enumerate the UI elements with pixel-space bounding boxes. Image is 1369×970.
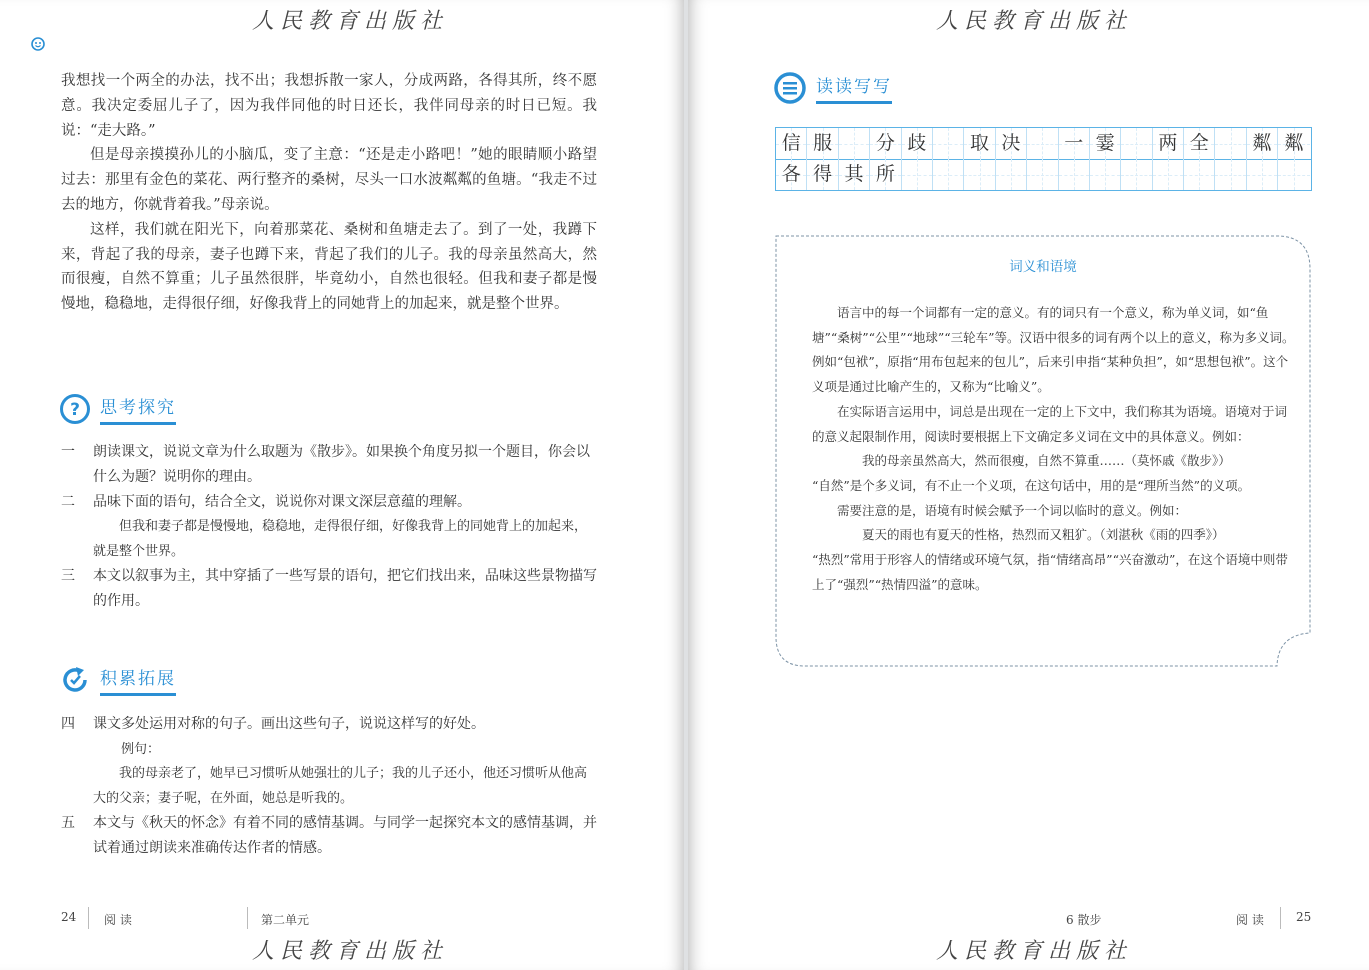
footer-section: 阅 读 — [104, 913, 132, 927]
body-paragraph: 这样，我们就在阳光下，向着那菜花、桑树和鱼塘走去了。到了一处，我蹲下来，背起了我的母亲，妻子也蹲下来，背起了我们的儿子。我的母亲虽然高大，然而很瘦，自然不算重；儿子虽然很胖，毕竟幼小，自然也很轻。但我和妻子都是慢慢地，稳稳地，走得很仔细，好像我背上的同她背上的加起来，就是整个世界。 — [61, 221, 597, 313]
footer-divider — [1280, 907, 1281, 929]
question-text: 本文以叙事为主，其中穿插了一些写景的语句，把它们找出来，品味这些景物描写的作用。 — [93, 568, 597, 609]
grid-cell: 信 — [776, 128, 807, 159]
footer-divider — [88, 907, 89, 929]
body-text — [61, 69, 597, 317]
grid-cell: 两 — [1153, 128, 1184, 159]
grid-cell — [964, 159, 995, 190]
grid-cell: 服 — [807, 128, 838, 159]
question-number: 三 — [61, 568, 75, 584]
grid-cell — [1215, 159, 1246, 190]
list-icon — [774, 72, 806, 104]
grid-cell — [839, 128, 870, 159]
grid-cell: 各 — [776, 159, 807, 190]
question-item — [61, 564, 597, 614]
grid-row-2 — [776, 159, 1311, 190]
refresh-icon — [60, 665, 90, 695]
question-text: 课文多处运用对称的句子。画出这些句子，说说这样写的好处。 — [93, 716, 485, 732]
section-title: 读读写写 — [816, 72, 892, 104]
grid-cell: 全 — [1184, 128, 1215, 159]
box-paragraph: 需要注意的是，语境有时候会赋予一个词以临时的意义。例如： — [837, 502, 1188, 518]
box-paragraph: 语言中的每一个词都有一定的意义。有的词只有一个意义，称为单义词，如“鱼塘”“桑树”“公里”“地球”“三轮车”等。汉语中很多的词有两个以上的意义，称为多义词。例如“包袱”，原指“用布包起来的包儿”，后来引申指“某种负担”，如“思想包袱”。这个义项是通过比喻产生的，又称为“比喻义”。 — [812, 305, 1295, 395]
grid-cell — [1121, 128, 1152, 159]
page-number: 25 — [1296, 910, 1312, 924]
grid-cell: 分 — [870, 128, 901, 159]
example-label: 例句： — [121, 742, 161, 757]
question-text: 朗读课文，说说文章为什么取题为《散步》。如果换个角度另拟一个题目，你会以什么为题？说明你的理由。 — [93, 444, 590, 485]
vocab-context-box — [775, 235, 1311, 667]
box-content — [812, 301, 1295, 597]
box-paragraph: 在实际语言运用中，词总是出现在一定的上下文中，我们称其为语境。语境对于词的意义起限制作用，阅读时要根据上下文确定多义词在文中的具体意义。例如： — [812, 403, 1288, 444]
box-example-note: “自然”是个多义词，有不止一个义项，在这句话中，用的是“理所当然”的义项。 — [812, 477, 1251, 493]
left-page — [0, 0, 684, 970]
grid-cell — [996, 159, 1027, 190]
question-text: 本文与《秋天的怀念》有着不同的感情基调。与同学一起探究本文的感情基调，并试着通过朗读来准确传达作者的情感。 — [93, 815, 597, 856]
section-extension-header — [60, 664, 176, 696]
grid-cell: 其 — [839, 159, 870, 190]
grid-cell — [1278, 159, 1309, 190]
question-number: 四 — [61, 716, 75, 732]
grid-cell: 一 — [1059, 128, 1090, 159]
example-text: 我的母亲老了，她早已习惯听从她强壮的儿子；我的儿子还小，他还习惯听从他高大的父亲；妻子呢，在外面，她总是听我的。 — [93, 766, 588, 806]
section-thinking-header — [60, 393, 176, 425]
grid-cell: 粼 — [1278, 128, 1309, 159]
grid-cell: 霎 — [1090, 128, 1121, 159]
question-item — [61, 811, 597, 861]
question-item — [61, 712, 597, 737]
page-number: 24 — [61, 910, 77, 924]
grid-cell: 所 — [870, 159, 901, 190]
publisher-footer: 人民教育出版社 — [252, 939, 449, 964]
grid-cell — [1153, 159, 1184, 190]
question-number: 五 — [61, 815, 75, 831]
grid-cell: 取 — [964, 128, 995, 159]
grid-cell — [1247, 159, 1278, 190]
grid-cell — [1059, 159, 1090, 190]
box-example: 我的母亲虽然高大，然而很瘦，自然不算重……（莫怀戚《散步》） — [862, 453, 1231, 469]
footer-lesson: 6 散步 — [1066, 913, 1102, 927]
grid-cell: 粼 — [1247, 128, 1278, 159]
smiley-icon[interactable] — [31, 36, 45, 50]
box-title: 词义和语境 — [1009, 259, 1077, 275]
quote-text: 但我和妻子都是慢慢地，稳稳地，走得很仔细，好像我背上的同她背上的加起来，就是整个世界。 — [93, 519, 588, 559]
grid-cell — [1027, 159, 1058, 190]
section-readwrite-header — [774, 72, 892, 104]
question-number: 一 — [61, 444, 75, 460]
grid-cell — [1184, 159, 1215, 190]
body-paragraph: 但是母亲摸摸孙儿的小脑瓜，变了主意：“还是走小路吧！”她的眼睛顺小路望过去：那里有金色的菜花、两行整齐的桑树，尽头一口水波粼粼的鱼塘。“我走不过去的地方，你就背着我。”母亲说。 — [61, 147, 597, 213]
grid-row-1 — [776, 128, 1311, 160]
section-title: 积累拓展 — [100, 664, 176, 696]
grid-cell: 歧 — [902, 128, 933, 159]
footer-section: 阅 读 — [1236, 913, 1264, 927]
question-text: 品味下面的语句，结合全文，说说你对课文深层意蕴的理解。 — [93, 494, 471, 510]
grid-cell: 得 — [807, 159, 838, 190]
grid-cell: 决 — [996, 128, 1027, 159]
footer-unit: 第二单元 — [261, 913, 310, 927]
grid-cell — [933, 128, 964, 159]
box-example-note: “热烈”常用于形容人的情绪或环境气氛，指“情绪高昂”“兴奋激动”，在这个语境中则带上了“强烈”“热情四溢”的意味。 — [812, 552, 1288, 592]
section-title: 思考探究 — [100, 393, 176, 425]
question-number: 二 — [61, 494, 75, 510]
grid-cell — [1027, 128, 1058, 159]
publisher-header: 人民教育出版社 — [936, 9, 1133, 34]
question-icon — [60, 394, 90, 424]
body-paragraph: 我想找一个两全的办法，找不出；我想拆散一家人，分成两路，各得其所，终不愿意。我决定委屈儿子了，因为我伴同他的时日还长，我伴同母亲的时日已短。我说：“走大路。” — [61, 73, 597, 139]
publisher-footer: 人民教育出版社 — [936, 939, 1133, 964]
publisher-header: 人民教育出版社 — [252, 9, 449, 34]
grid-cell — [902, 159, 933, 190]
question-item — [61, 490, 597, 515]
grid-cell — [1215, 128, 1246, 159]
grid-cell — [1121, 159, 1152, 190]
footer-divider — [247, 907, 248, 929]
grid-cell — [933, 159, 964, 190]
question-item — [61, 440, 597, 490]
grid-cell — [1090, 159, 1121, 190]
svg-text:?: ? — [70, 400, 80, 420]
character-grid — [775, 127, 1312, 191]
box-example: 夏天的雨也有夏天的性格，热烈而又粗犷。（刘湛秋《雨的四季》） — [862, 527, 1225, 543]
